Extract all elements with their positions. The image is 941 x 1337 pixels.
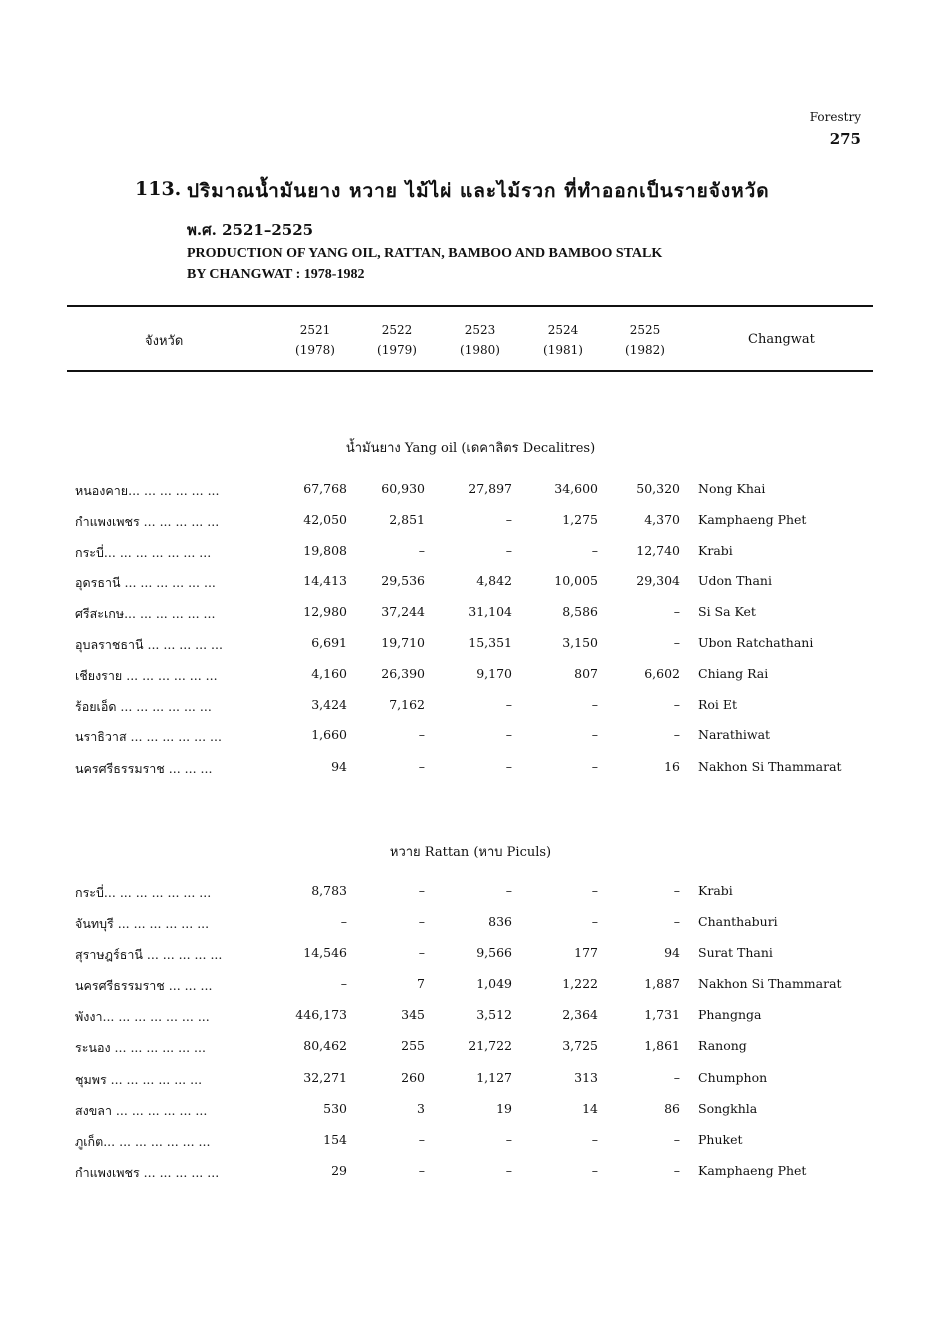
year-be: 2521: [299, 323, 331, 337]
row-thai-name: อุดรธานี ... ... ... ... ... ...: [75, 575, 216, 590]
year-ce: (1981): [543, 343, 583, 357]
row-english-name: Songkhla: [698, 1101, 758, 1116]
cell-1978: 446,173: [295, 1007, 347, 1022]
title-english-line1: PRODUCTION OF YANG OIL, RATTAN, BAMBOO AND BAMBOO STALK: [187, 246, 663, 261]
cell-1982: –: [673, 727, 680, 742]
year-be: 2525: [629, 323, 661, 337]
cell-1980: 1,049: [476, 976, 512, 991]
page-number: 275: [829, 130, 861, 148]
cell-1978: 42,050: [303, 512, 347, 527]
column-header-year: [362, 320, 432, 360]
cell-1978: 14,413: [303, 573, 347, 588]
row-thai-name: เชียงราย ... ... ... ... ... ...: [75, 668, 218, 683]
table-row: [0, 697, 941, 719]
table-row: [0, 1163, 941, 1185]
year-ce: (1982): [625, 343, 665, 357]
cell-1980: 1,127: [476, 1070, 512, 1085]
table-row: [0, 635, 941, 657]
cell-1979: 7: [417, 976, 425, 991]
cell-1982: –: [673, 697, 680, 712]
cell-1979: –: [418, 727, 425, 742]
row-english-name: Udon Thani: [698, 573, 772, 588]
row-thai-name: กำแพงเพชร ... ... ... ... ...: [75, 514, 220, 529]
cell-1980: –: [505, 1132, 512, 1147]
row-thai-name: ชุมพร ... ... ... ... ... ...: [75, 1072, 203, 1087]
cell-1980: –: [505, 697, 512, 712]
cell-1982: –: [673, 635, 680, 650]
row-english-name: Kamphaeng Phet: [698, 1163, 807, 1178]
cell-1981: –: [591, 727, 598, 742]
cell-1982: –: [673, 914, 680, 929]
table-row: [0, 914, 941, 936]
cell-1980: 21,722: [468, 1038, 512, 1053]
cell-1980: 836: [488, 914, 512, 929]
cell-1982: –: [673, 1163, 680, 1178]
row-thai-name: สงขลา ... ... ... ... ... ...: [75, 1103, 208, 1118]
row-thai-name: นครศรีธรรมราช ... ... ...: [75, 978, 213, 993]
column-header-english: Changwat: [748, 332, 815, 347]
row-thai-name: กระบี่... ... ... ... ... ... ...: [75, 885, 212, 900]
row-english-name: Phuket: [698, 1132, 743, 1147]
row-thai-name: กำแพงเพชร ... ... ... ... ...: [75, 1165, 220, 1180]
table-row: [0, 1132, 941, 1154]
cell-1979: 260: [401, 1070, 425, 1085]
cell-1980: –: [505, 1163, 512, 1178]
table-row: [0, 1007, 941, 1029]
row-english-name: Surat Thani: [698, 945, 773, 960]
row-thai-name: นครศรีธรรมราช ... ... ...: [75, 761, 213, 776]
cell-1982: –: [673, 604, 680, 619]
row-thai-name: ภูเก็ต... ... ... ... ... ... ...: [75, 1134, 211, 1149]
cell-1981: –: [591, 914, 598, 929]
cell-1981: –: [591, 1132, 598, 1147]
row-english-name: Kamphaeng Phet: [698, 512, 807, 527]
year-be: 2524: [547, 323, 579, 337]
row-english-name: Phangnga: [698, 1007, 762, 1022]
cell-1980: 4,842: [476, 573, 512, 588]
row-thai-name: กระบี่... ... ... ... ... ... ...: [75, 545, 212, 560]
section-header: Forestry: [809, 110, 861, 124]
cell-1979: 345: [401, 1007, 425, 1022]
cell-1980: –: [505, 759, 512, 774]
row-english-name: Chumphon: [698, 1070, 768, 1085]
cell-1978: –: [340, 976, 347, 991]
row-english-name: Krabi: [698, 543, 733, 558]
cell-1982: 4,370: [644, 512, 680, 527]
cell-1979: –: [418, 543, 425, 558]
cell-1981: –: [591, 697, 598, 712]
cell-1982: –: [673, 883, 680, 898]
cell-1978: 67,768: [303, 481, 347, 496]
cell-1982: 6,602: [644, 666, 680, 681]
cell-1979: 37,244: [381, 604, 425, 619]
cell-1981: 14: [582, 1101, 598, 1116]
year-be: 2523: [464, 323, 496, 337]
cell-1978: 154: [323, 1132, 347, 1147]
cell-1982: 16: [664, 759, 680, 774]
cell-1979: –: [418, 759, 425, 774]
cell-1982: 1,731: [644, 1007, 680, 1022]
column-header-year: [528, 320, 598, 360]
table-row: [0, 1038, 941, 1060]
cell-1982: 12,740: [636, 543, 680, 558]
row-thai-name: พังงา... ... ... ... ... ... ...: [75, 1009, 210, 1024]
cell-1978: 80,462: [303, 1038, 347, 1053]
cell-1981: –: [591, 759, 598, 774]
cell-1981: 3,150: [562, 635, 598, 650]
cell-1980: –: [505, 512, 512, 527]
cell-1982: 86: [664, 1101, 680, 1116]
cell-1978: 19,808: [303, 543, 347, 558]
cell-1980: –: [505, 727, 512, 742]
cell-1981: 1,275: [562, 512, 598, 527]
cell-1979: 2,851: [389, 512, 425, 527]
cell-1978: 3,424: [311, 697, 347, 712]
row-english-name: Chiang Rai: [698, 666, 769, 681]
cell-1980: 15,351: [468, 635, 512, 650]
row-english-name: Narathiwat: [698, 727, 771, 742]
cell-1979: 255: [401, 1038, 425, 1053]
cell-1981: 807: [574, 666, 598, 681]
cell-1981: 1,222: [562, 976, 598, 991]
column-header-year: [280, 320, 350, 360]
row-english-name: Nakhon Si Thammarat: [698, 759, 842, 774]
table-row: [0, 759, 941, 781]
section-title-rattan: หวาย Rattan (หาบ Piculs): [389, 845, 552, 860]
cell-1980: 3,512: [476, 1007, 512, 1022]
table-header-rule: [67, 370, 873, 372]
cell-1981: 34,600: [554, 481, 598, 496]
table-row: [0, 883, 941, 905]
table-row: [0, 727, 941, 749]
cell-1980: –: [505, 543, 512, 558]
year-ce: (1978): [295, 343, 335, 357]
row-thai-name: ศรีสะเกษ... ... ... ... ... ...: [75, 606, 216, 621]
table-number: 113.: [135, 178, 182, 200]
row-thai-name: นราธิวาส ... ... ... ... ... ...: [75, 729, 222, 744]
cell-1981: 2,364: [562, 1007, 598, 1022]
cell-1982: –: [673, 1132, 680, 1147]
section-title-yang-oil: น้ำมันยาง Yang oil (เดคาลิตร Decalitres): [345, 441, 596, 456]
row-english-name: Chanthaburi: [698, 914, 778, 929]
row-english-name: Si Sa Ket: [698, 604, 756, 619]
cell-1979: 60,930: [381, 481, 425, 496]
cell-1980: 19: [496, 1101, 512, 1116]
cell-1978: 14,546: [303, 945, 347, 960]
cell-1982: 50,320: [636, 481, 680, 496]
table-top-rule: [67, 305, 873, 307]
year-be: 2522: [381, 323, 413, 337]
table-row: [0, 1101, 941, 1123]
table-row: [0, 512, 941, 534]
title-thai: ปริมาณน้ำมันยาง หวาย ไม้ไผ่ และไม้รวก ที่ทำออกเป็นรายจังหวัด: [187, 180, 770, 202]
row-english-name: Nong Khai: [698, 481, 766, 496]
table-row: [0, 543, 941, 565]
table-row: [0, 945, 941, 967]
table-row: [0, 481, 941, 503]
cell-1982: 94: [664, 945, 680, 960]
cell-1980: –: [505, 883, 512, 898]
cell-1978: 94: [331, 759, 347, 774]
row-thai-name: ร้อยเอ็ด ... ... ... ... ... ...: [75, 699, 212, 714]
cell-1981: 10,005: [554, 573, 598, 588]
cell-1979: –: [418, 945, 425, 960]
cell-1981: 313: [574, 1070, 598, 1085]
cell-1981: –: [591, 883, 598, 898]
title-english-line2: BY CHANGWAT : 1978-1982: [187, 267, 365, 282]
cell-1981: –: [591, 543, 598, 558]
column-header-year: [445, 320, 515, 360]
cell-1979: –: [418, 1132, 425, 1147]
title-thai-year: พ.ศ. 2521–2525: [187, 221, 314, 239]
cell-1979: –: [418, 1163, 425, 1178]
cell-1978: 530: [323, 1101, 347, 1116]
cell-1982: 1,861: [644, 1038, 680, 1053]
row-thai-name: อุบลราชธานี ... ... ... ... ...: [75, 637, 223, 652]
cell-1979: 19,710: [381, 635, 425, 650]
row-thai-name: สุราษฎร์ธานี ... ... ... ... ...: [75, 947, 223, 962]
table-row: [0, 976, 941, 998]
cell-1981: 8,586: [562, 604, 598, 619]
cell-1979: 26,390: [381, 666, 425, 681]
cell-1980: 31,104: [468, 604, 512, 619]
cell-1979: –: [418, 914, 425, 929]
cell-1980: 9,170: [476, 666, 512, 681]
cell-1981: –: [591, 1163, 598, 1178]
cell-1980: 27,897: [468, 481, 512, 496]
cell-1979: 7,162: [389, 697, 425, 712]
table-row: [0, 1070, 941, 1092]
cell-1980: 9,566: [476, 945, 512, 960]
cell-1978: 6,691: [311, 635, 347, 650]
cell-1978: 8,783: [311, 883, 347, 898]
row-english-name: Ubon Ratchathani: [698, 635, 814, 650]
cell-1978: –: [340, 914, 347, 929]
cell-1982: 1,887: [644, 976, 680, 991]
cell-1978: 32,271: [303, 1070, 347, 1085]
row-thai-name: หนองคาย... ... ... ... ... ...: [75, 483, 220, 498]
table-row: [0, 604, 941, 626]
row-thai-name: ระนอง ... ... ... ... ... ...: [75, 1040, 206, 1055]
year-ce: (1979): [377, 343, 417, 357]
cell-1978: 1,660: [311, 727, 347, 742]
row-english-name: Roi Et: [698, 697, 738, 712]
cell-1978: 4,160: [311, 666, 347, 681]
cell-1978: 12,980: [303, 604, 347, 619]
year-ce: (1980): [460, 343, 500, 357]
table-row: [0, 573, 941, 595]
cell-1982: –: [673, 1070, 680, 1085]
table-row: [0, 666, 941, 688]
row-english-name: Nakhon Si Thammarat: [698, 976, 842, 991]
cell-1981: 3,725: [562, 1038, 598, 1053]
cell-1982: 29,304: [636, 573, 680, 588]
column-header-year: [610, 320, 680, 360]
column-header-thai: จังหวัด: [145, 334, 184, 349]
cell-1979: 3: [417, 1101, 425, 1116]
cell-1981: 177: [574, 945, 598, 960]
cell-1979: 29,536: [381, 573, 425, 588]
cell-1978: 29: [331, 1163, 347, 1178]
row-thai-name: จันทบุรี ... ... ... ... ... ...: [75, 916, 210, 931]
row-english-name: Krabi: [698, 883, 733, 898]
cell-1979: –: [418, 883, 425, 898]
row-english-name: Ranong: [698, 1038, 747, 1053]
